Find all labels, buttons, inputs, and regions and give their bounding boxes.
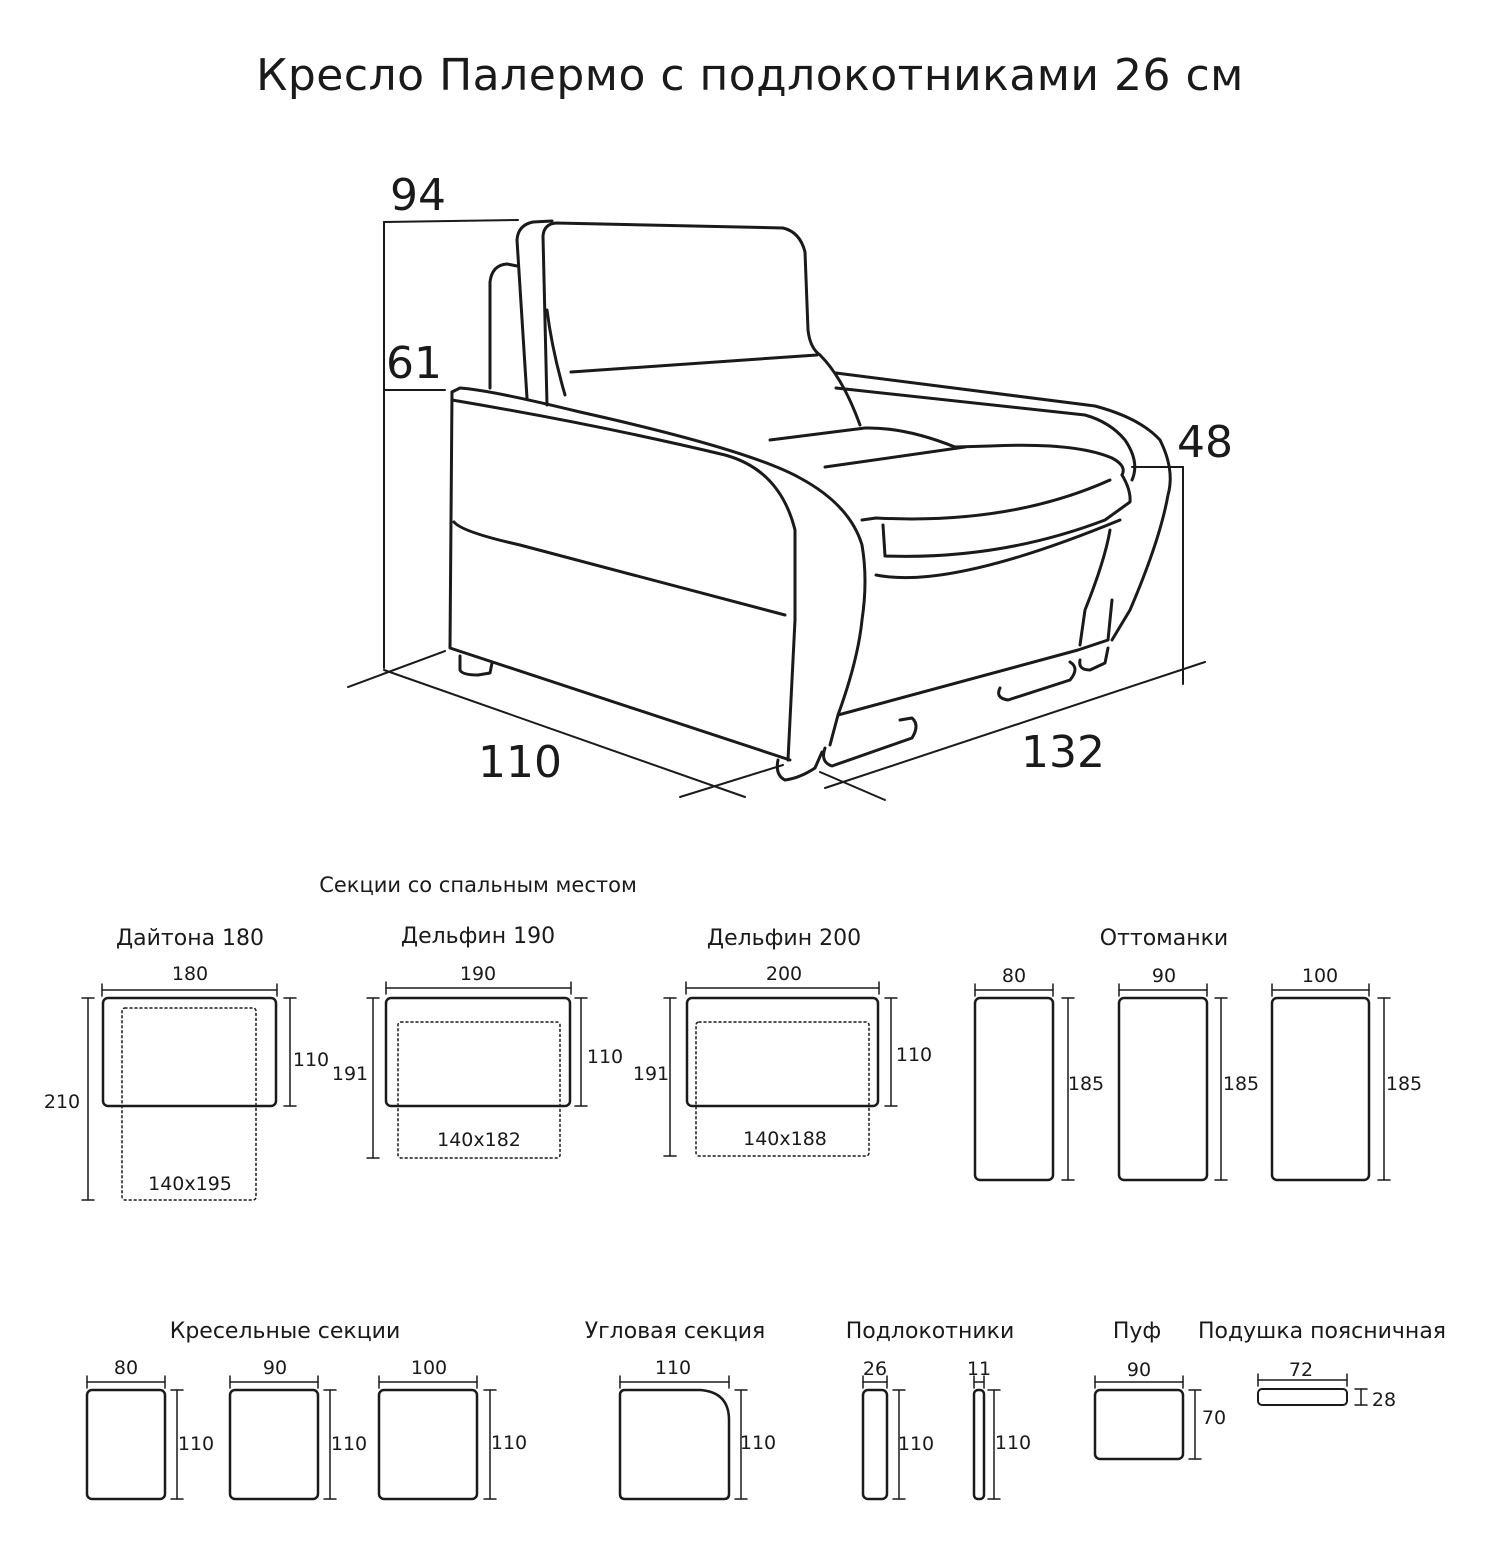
- ottoman-length: 185: [1067, 1073, 1105, 1095]
- section-width: 190: [459, 963, 497, 985]
- ottoman-width: 80: [1001, 965, 1027, 987]
- dim-height-total: 94: [390, 170, 446, 221]
- lumbar-pillow-height: 28: [1371, 1389, 1397, 1411]
- armchair-section-80: [87, 1357, 214, 1499]
- corner-section-title: Угловая секция: [584, 1319, 766, 1344]
- section-width: 200: [765, 963, 803, 985]
- corner-section-depth: 110: [739, 1432, 777, 1454]
- section-width: 180: [171, 963, 209, 985]
- armchair-drawing: [348, 220, 1205, 800]
- armrest-depth: 110: [994, 1432, 1032, 1454]
- armrest-width: 26: [862, 1358, 888, 1380]
- armchair-section-depth: 110: [177, 1433, 215, 1455]
- lumbar-pillow-title: Подушка поясничная: [1197, 1319, 1447, 1344]
- section-delfin-190: [332, 924, 623, 1158]
- ottoman-length: 185: [1222, 1073, 1260, 1095]
- section-total: 210: [43, 1091, 81, 1113]
- section-total: 191: [331, 1063, 369, 1085]
- section-bed-size: 140x182: [437, 1129, 521, 1151]
- lumbar-pillow: [1198, 1319, 1446, 1411]
- armchair-section-width: 80: [113, 1357, 139, 1379]
- section-delfin-200: [633, 926, 932, 1156]
- armchair-section-width: 90: [262, 1357, 288, 1379]
- armchair-section-100: [379, 1357, 527, 1499]
- section-total: 191: [632, 1063, 670, 1085]
- sleeping-sections-title: Секции со спальным местом: [319, 873, 637, 897]
- ottoman-width: 100: [1301, 965, 1339, 987]
- ottoman-width: 90: [1151, 965, 1177, 987]
- pouf-width: 90: [1126, 1359, 1152, 1381]
- ottomans-title: Оттоманки: [1099, 926, 1229, 951]
- armchair-section-depth: 110: [330, 1433, 368, 1455]
- lumbar-pillow-width: 72: [1288, 1359, 1314, 1381]
- dim-height-back: 61: [386, 338, 442, 389]
- ottoman-100: [1272, 965, 1422, 1180]
- armrests-title: Подлокотники: [845, 1319, 1015, 1344]
- section-depth: 110: [586, 1046, 624, 1068]
- section-bed-size: 140x188: [743, 1128, 827, 1150]
- section-name: Дельфин 190: [400, 924, 556, 949]
- section-bed-size: 140x195: [148, 1173, 232, 1195]
- corner-section-width: 110: [654, 1357, 692, 1379]
- pouf-title: Пуф: [1112, 1319, 1162, 1344]
- armchair-section-depth: 110: [490, 1432, 528, 1454]
- armrest-depth: 110: [897, 1433, 935, 1455]
- ottoman-90: [1119, 965, 1259, 1180]
- section-name: Дельфин 200: [706, 926, 862, 951]
- corner-section: [585, 1319, 776, 1499]
- ottoman-80: [975, 965, 1104, 1180]
- armchair-section-90: [230, 1357, 367, 1499]
- ottoman-length: 185: [1385, 1073, 1423, 1095]
- page-title: Кресло Палермо с подлокотниками 26 см: [256, 50, 1244, 101]
- dim-width: 132: [1021, 727, 1105, 778]
- armchair-sections-title: Кресельные секции: [169, 1319, 401, 1344]
- armchair-section-width: 100: [410, 1357, 448, 1379]
- dim-depth: 110: [478, 737, 562, 788]
- armrest-width: 11: [966, 1358, 992, 1380]
- dim-height-seat: 48: [1177, 417, 1233, 468]
- section-daytona-180: [44, 926, 329, 1200]
- pouf-depth: 70: [1201, 1407, 1227, 1429]
- section-name: Дайтона 180: [115, 926, 265, 951]
- section-depth: 110: [895, 1044, 933, 1066]
- armrest-26: [863, 1358, 934, 1499]
- section-depth: 110: [292, 1049, 330, 1071]
- armrest-11: [967, 1358, 1031, 1499]
